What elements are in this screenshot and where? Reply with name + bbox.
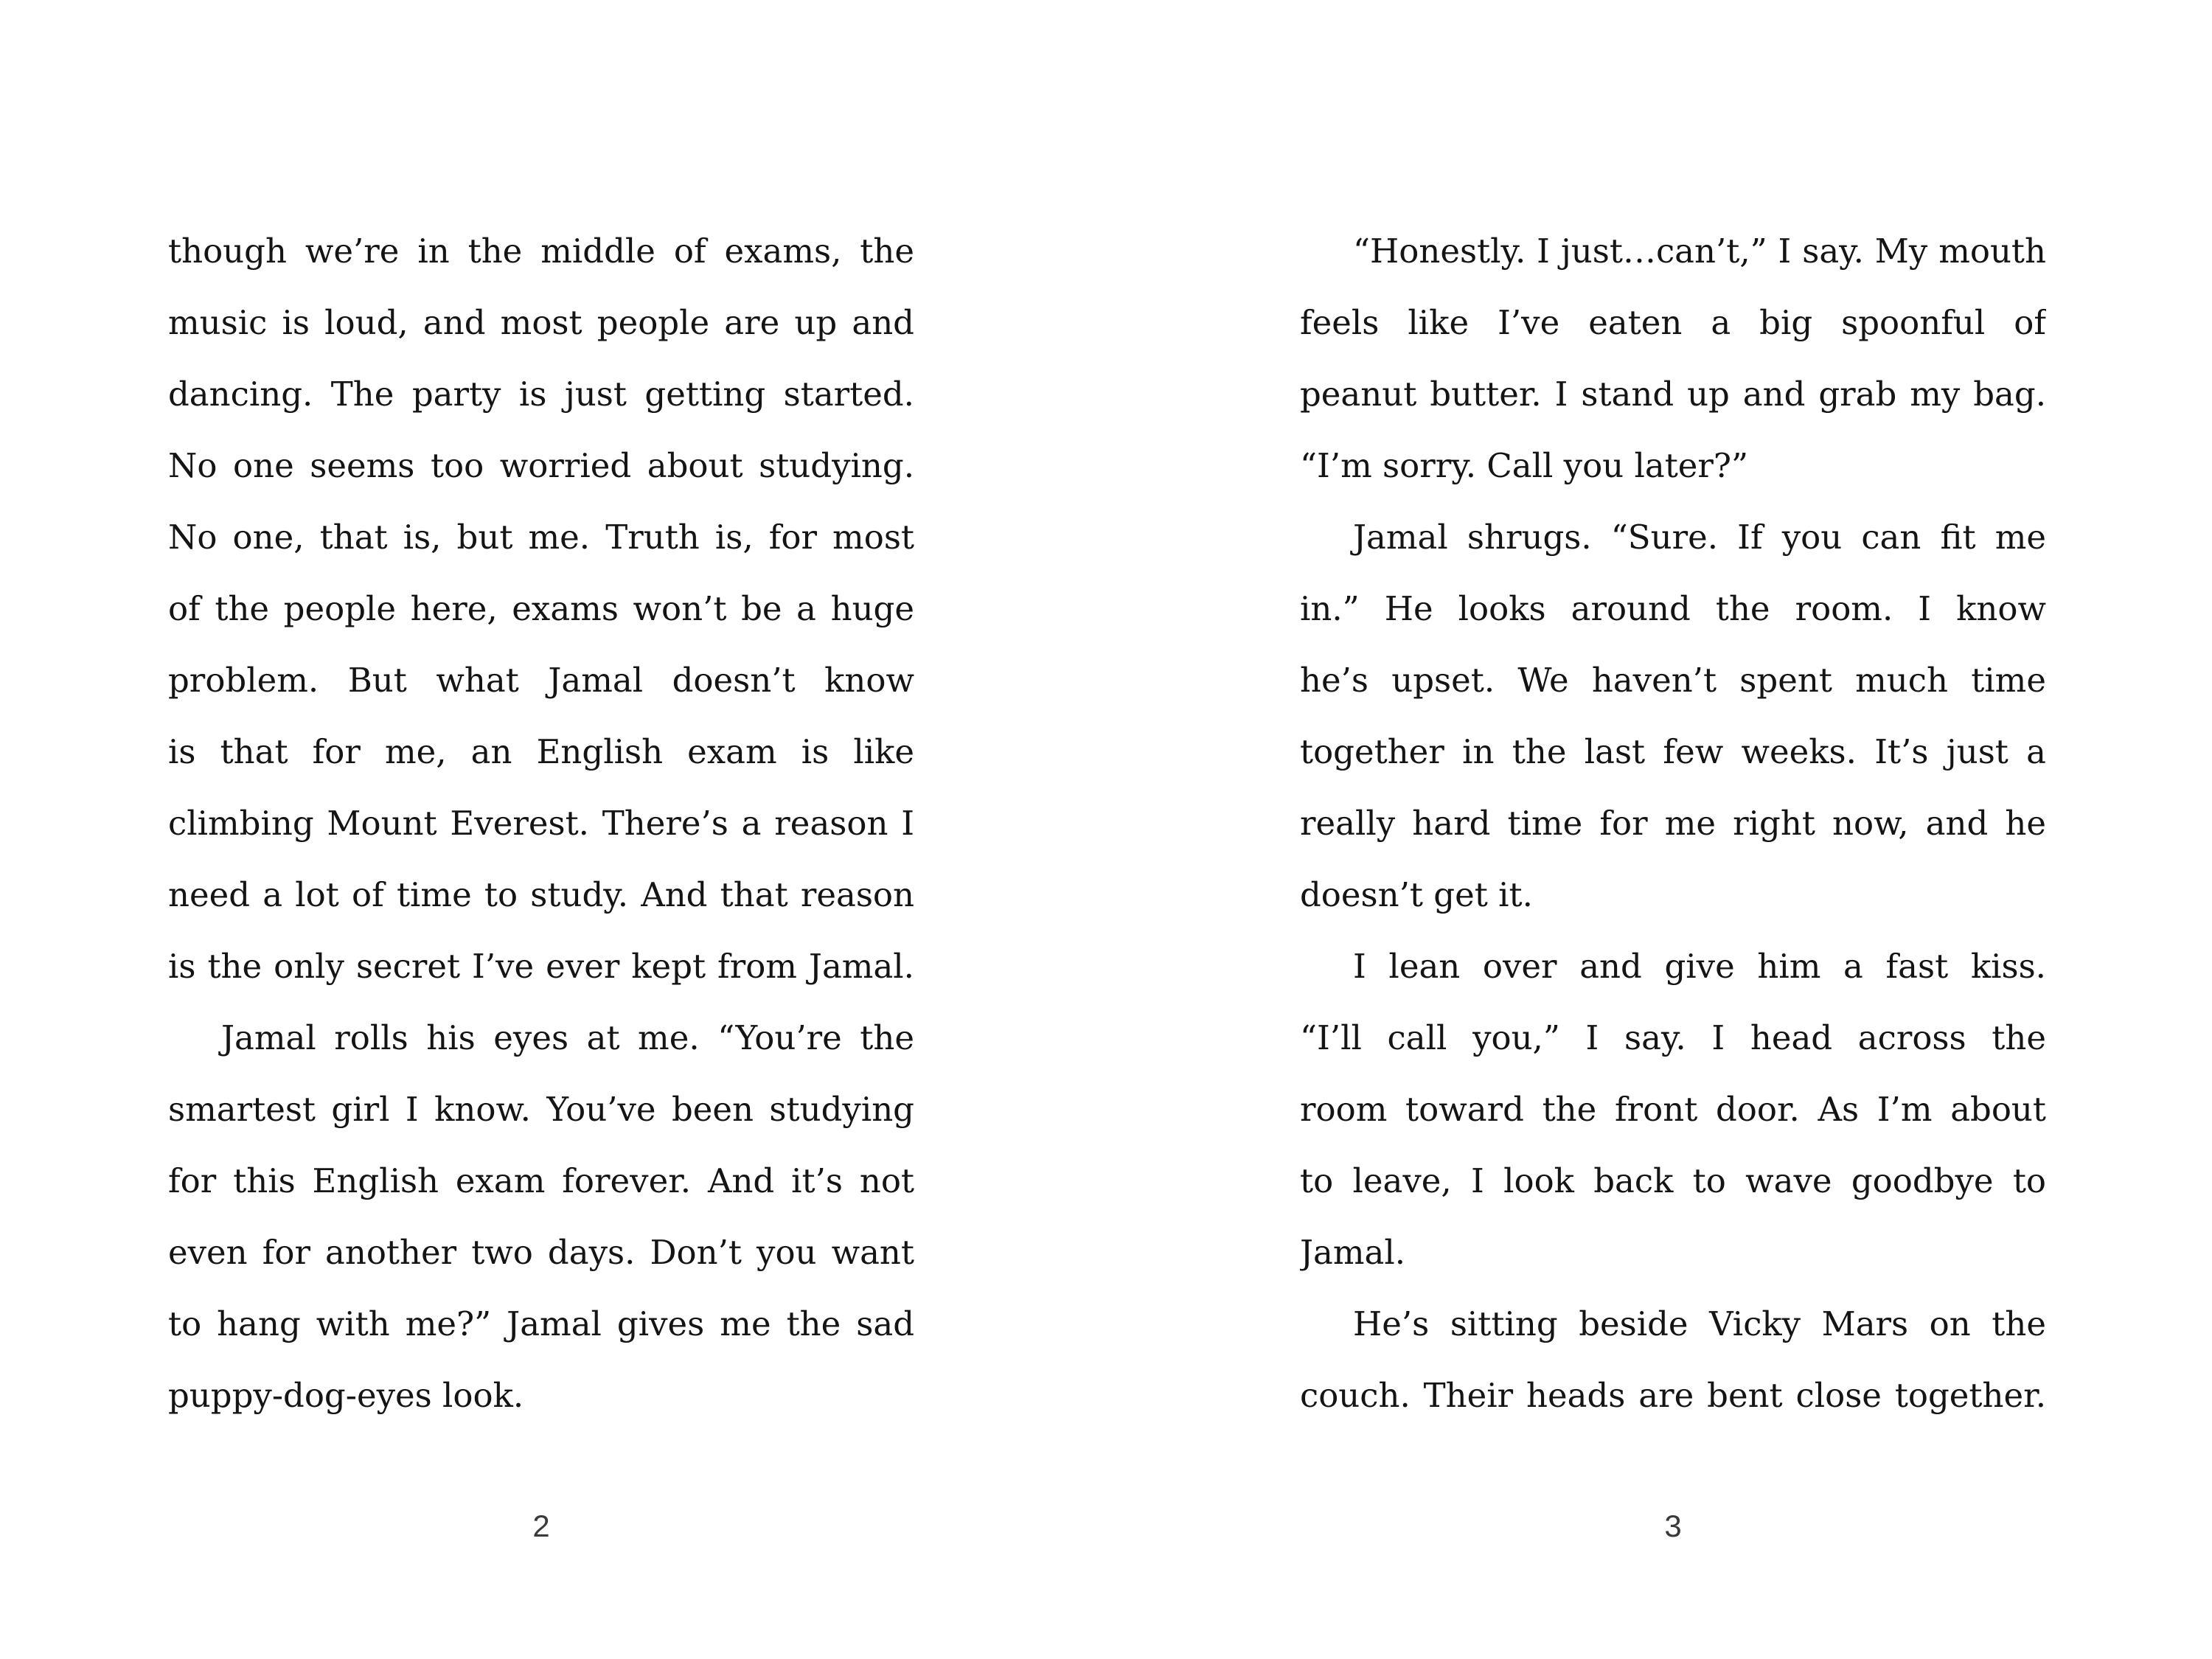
text-line: He’s sitting beside Vicky Mars on the xyxy=(1353,1304,2046,1343)
text-line: music is loud, and most people are up and xyxy=(168,303,914,342)
text-line: Jamal shrugs. “Sure. If you can fit me xyxy=(1353,518,2046,557)
text-line: Jamal. xyxy=(1300,1233,1406,1272)
text-line: he’s upset. We haven’t spent much time xyxy=(1300,661,2046,700)
text-line: “Honestly. I just…can’t,” I say. My mouth xyxy=(1353,232,2046,271)
text-line: No one seems too worried about studying. xyxy=(168,446,914,485)
text-line: room toward the front door. As I’m about xyxy=(1300,1090,2046,1129)
text-line: climbing Mount Everest. There’s a reason I xyxy=(168,804,914,843)
text-line: really hard time for me right now, and he xyxy=(1300,804,2046,843)
right-page-text xyxy=(1300,215,2046,1431)
left-page-text xyxy=(168,215,914,1431)
text-line: feels like I’ve eaten a big spoonful of xyxy=(1300,303,2046,342)
text-line: peanut butter. I stand up and grab my bag. xyxy=(1300,375,2046,414)
text-line: “I’ll call you,” I say. I head across the xyxy=(1300,1018,2046,1057)
text-line: Jamal rolls his eyes at me. “You’re the xyxy=(221,1018,914,1057)
page-number-left: 2 xyxy=(532,1509,550,1543)
text-line: is the only secret I’ve ever kept from Jamal. xyxy=(168,947,914,986)
text-line: is that for me, an English exam is like xyxy=(168,732,914,771)
text-line: puppy-dog-eyes look. xyxy=(168,1376,524,1415)
text-line: together in the last few weeks. It’s just a xyxy=(1300,732,2046,771)
text-line: for this English exam forever. And it’s not xyxy=(168,1161,914,1200)
text-line: “I’m sorry. Call you later?” xyxy=(1300,446,1749,485)
text-line: need a lot of time to study. And that reason xyxy=(168,875,914,914)
text-line: dancing. The party is just getting started. xyxy=(168,375,914,414)
text-line: to leave, I look back to wave goodbye to xyxy=(1300,1161,2046,1200)
text-line: problem. But what Jamal doesn’t know xyxy=(168,661,914,700)
text-line: of the people here, exams won’t be a huge xyxy=(168,589,914,628)
text-line: in.” He looks around the room. I know xyxy=(1300,589,2046,628)
text-line: doesn’t get it. xyxy=(1300,875,1533,914)
text-line: to hang with me?” Jamal gives me the sad xyxy=(168,1304,914,1343)
page-number-right: 3 xyxy=(1664,1509,1682,1543)
text-line: even for another two days. Don’t you want xyxy=(168,1233,914,1272)
text-line: smartest girl I know. You’ve been studying xyxy=(168,1090,914,1129)
text-line: couch. Their heads are bent close together. xyxy=(1300,1376,2046,1415)
text-line: though we’re in the middle of exams, the xyxy=(168,232,914,271)
text-line: No one, that is, but me. Truth is, for most xyxy=(168,518,914,557)
text-line: I lean over and give him a fast kiss. xyxy=(1353,947,2046,986)
